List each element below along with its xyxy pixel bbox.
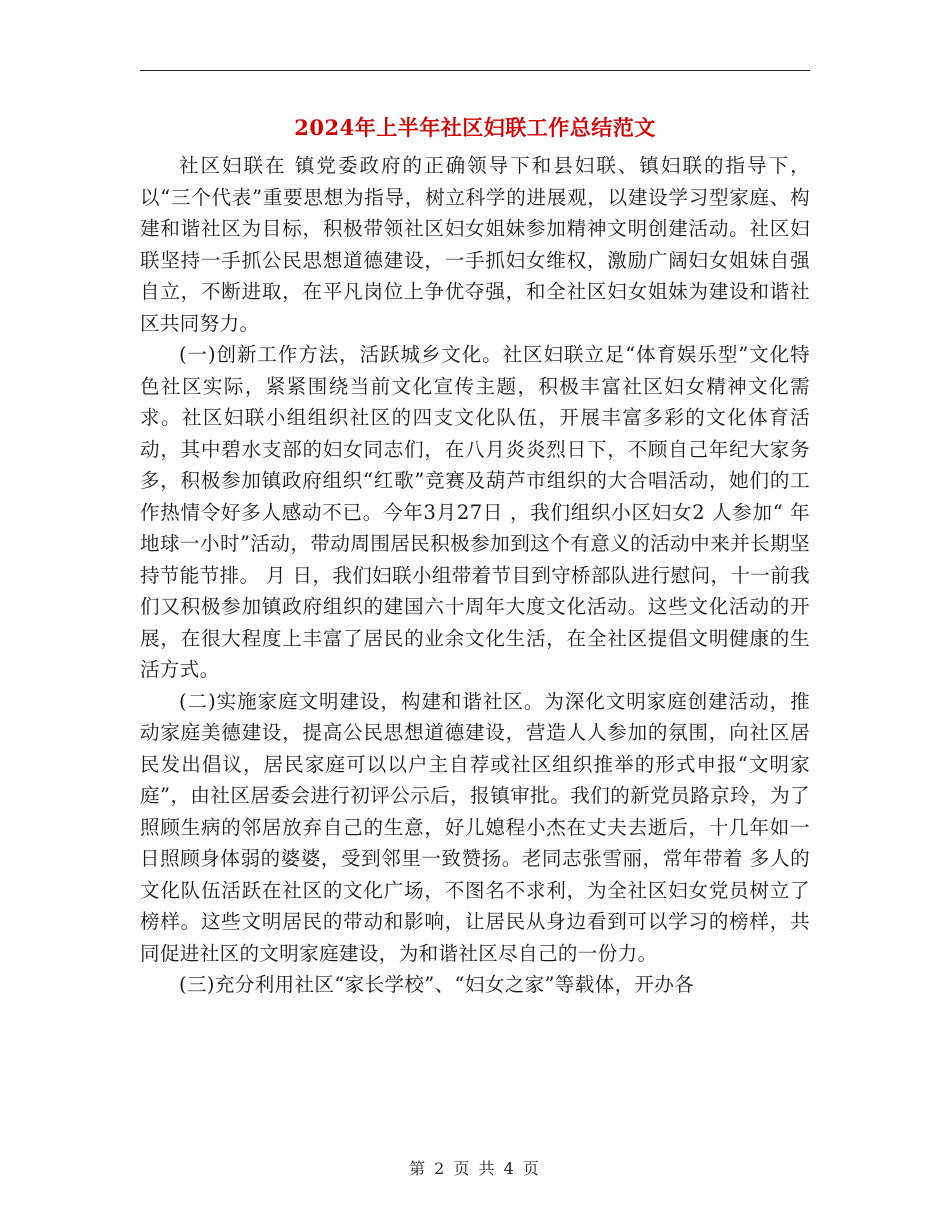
paragraph-section-3: (三)充分利用社区“家长学校”、“妇女之家”等载体，开办各 [179,973,695,996]
document-title: 2024年上半年社区妇联工作总结范文 [294,115,656,140]
paragraph-section-1: (一)创新工作方法，活跃城乡文化。社区妇联立足“体育娱乐型”文化特色社区实际，紧紧围绕当前文化宣传主题，积极丰富社区妇女精神文化需求。社区妇联小组组织社区的四支文化队伍，开展丰富多彩的文化体育活动，其中碧水支部的妇女同志们，在八月炎炎烈日下，不顾自己年纪大家务多，积极参加镇政府组织“红歌”竞赛及葫芦市组织的大合唱活动，她们的工作热情令好多人感动不已。今年3月27日 ，我们组织小区妇女2 人参加“ 年地球一小时”活动，带动周围居民积极参加到这个有意义的活动中来并长期坚持节能节排。 月 日，我们妇联小组带着节目到守桥部队进行慰问，十一前我们又积极参加镇政府组织的建国六十周年大度文化活动。这些文化活动的开展，在很大程度上丰富了居民的业余文化生活，在全社区提倡文明健康的生活方式。 [140,343,810,681]
header-rule [140,70,810,71]
paragraph-intro: 社区妇联在 镇党委政府的正确领导下和县妇联、镇妇联的指导下，以“三个代表”重要思想为指导，树立科学的进展观，以建设学习型家庭、构建和谐社区为目标，积极带领社区妇女姐妹参加精神文明创建活动。社区妇联坚持一手抓公民思想道德建设，一手抓妇女维权，激励广阔妇女姐妹自强自立，不断进取，在平凡岗位上争优夺强，和全社区妇女姐妹为建设和谐社区共同努力。 [140,154,810,335]
document-body [140,150,810,1001]
paragraph-section-2: (二)实施家庭文明建设，构建和谐社区。为深化文明家庭创建活动，推动家庭美德建设，提高公民思想道德建设，营造人人参加的氛围，向社区居民发出倡议，居民家庭可以以户主自荐或社区组织推举的形式申报“文明家庭”，由社区居委会进行初评公示后，报镇审批。我们的新党员路京玲，为了照顾生病的邻居放弃自己的生意，好儿媳程小杰在丈夫去逝后，十几年如一日照顾身体弱的婆婆，受到邻里一致赞扬。老同志张雪丽，常年带着 多人的文化队伍活跃在社区的文化广场，不图名不求利，为全社区妇女党员树立了榜样。这些文明居民的带动和影响，让居民从身边看到可以学习的榜样，共同促进社区的文明家庭建设，为和谐社区尽自己的一份力。 [140,689,810,965]
page-footer: 第 2 页 共 4 页 [409,1159,541,1178]
